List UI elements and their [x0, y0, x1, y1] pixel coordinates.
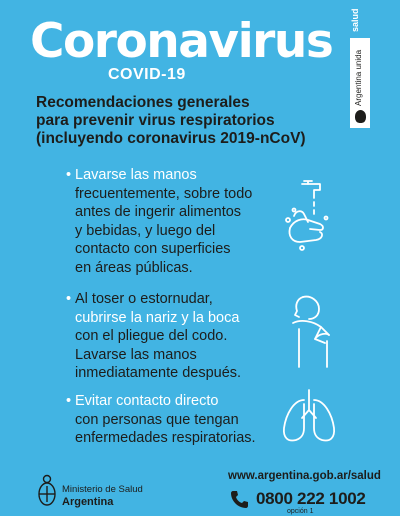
handwashing-icon: [280, 180, 336, 254]
phone-option: opción 1: [287, 508, 314, 515]
recommendation-highlight: Evitar contacto directo: [75, 393, 219, 409]
recommendation-line: con personas que tengan: [75, 411, 239, 428]
salud-label: salud: [350, 8, 360, 32]
lungs-icon: [280, 388, 338, 444]
ministry-name: Ministerio de Salud: [62, 484, 143, 495]
recommendation-line: antes de ingerir alimentos: [75, 204, 242, 220]
bullet: •: [66, 167, 72, 183]
recommendation-highlight: Lavarse las manos: [75, 167, 197, 183]
heading-line: para prevenir virus respiratorios: [36, 112, 275, 129]
recommendation-line: Lavarse las manos: [75, 346, 197, 363]
argentina-coat-of-arms-icon: [36, 474, 58, 508]
recommendation-highlight: cubrirse la nariz y la boca: [75, 309, 240, 326]
website-link[interactable]: www.argentina.gob.ar/salud: [228, 470, 381, 482]
poster-title: Coronavirus: [30, 14, 333, 69]
recommendation-line: enfermedades respiratorias.: [75, 430, 256, 446]
recommendation-line: contacto con superficies: [75, 241, 231, 257]
recommendation-lead: Al toser o estornudar,: [75, 291, 213, 307]
poster-subtitle: COVID-19: [108, 66, 186, 83]
recommendation-line: con el pliegue del codo.: [75, 328, 228, 344]
recommendation-line: en áreas públicas.: [75, 259, 193, 276]
ministry-logo: [36, 474, 143, 513]
argentina-unida-label: Argentina unida: [354, 49, 363, 106]
recommendation-avoid-contact: [66, 392, 285, 448]
recommendation-handwashing: [66, 166, 285, 277]
recommendation-cough-elbow: [66, 290, 285, 383]
bullet: •: [66, 291, 72, 307]
salud-tag: [350, 4, 370, 34]
recommendation-line: inmediatamente después.: [75, 365, 242, 381]
phone-icon: [229, 489, 249, 509]
heading-line: Recomendaciones generales: [36, 94, 250, 111]
phone-number[interactable]: 0800 222 1002: [256, 489, 366, 508]
recommendations-heading: [36, 94, 366, 148]
bullet: •: [66, 393, 72, 409]
cough-elbow-icon: [285, 293, 337, 369]
recommendation-line: frecuentemente, sobre todo: [75, 185, 253, 202]
recommendation-line: y bebidas, y luego del: [75, 222, 216, 239]
heading-line: (incluyendo coronavirus 2019-nCoV): [36, 130, 306, 147]
country-name: Argentina: [62, 496, 114, 508]
